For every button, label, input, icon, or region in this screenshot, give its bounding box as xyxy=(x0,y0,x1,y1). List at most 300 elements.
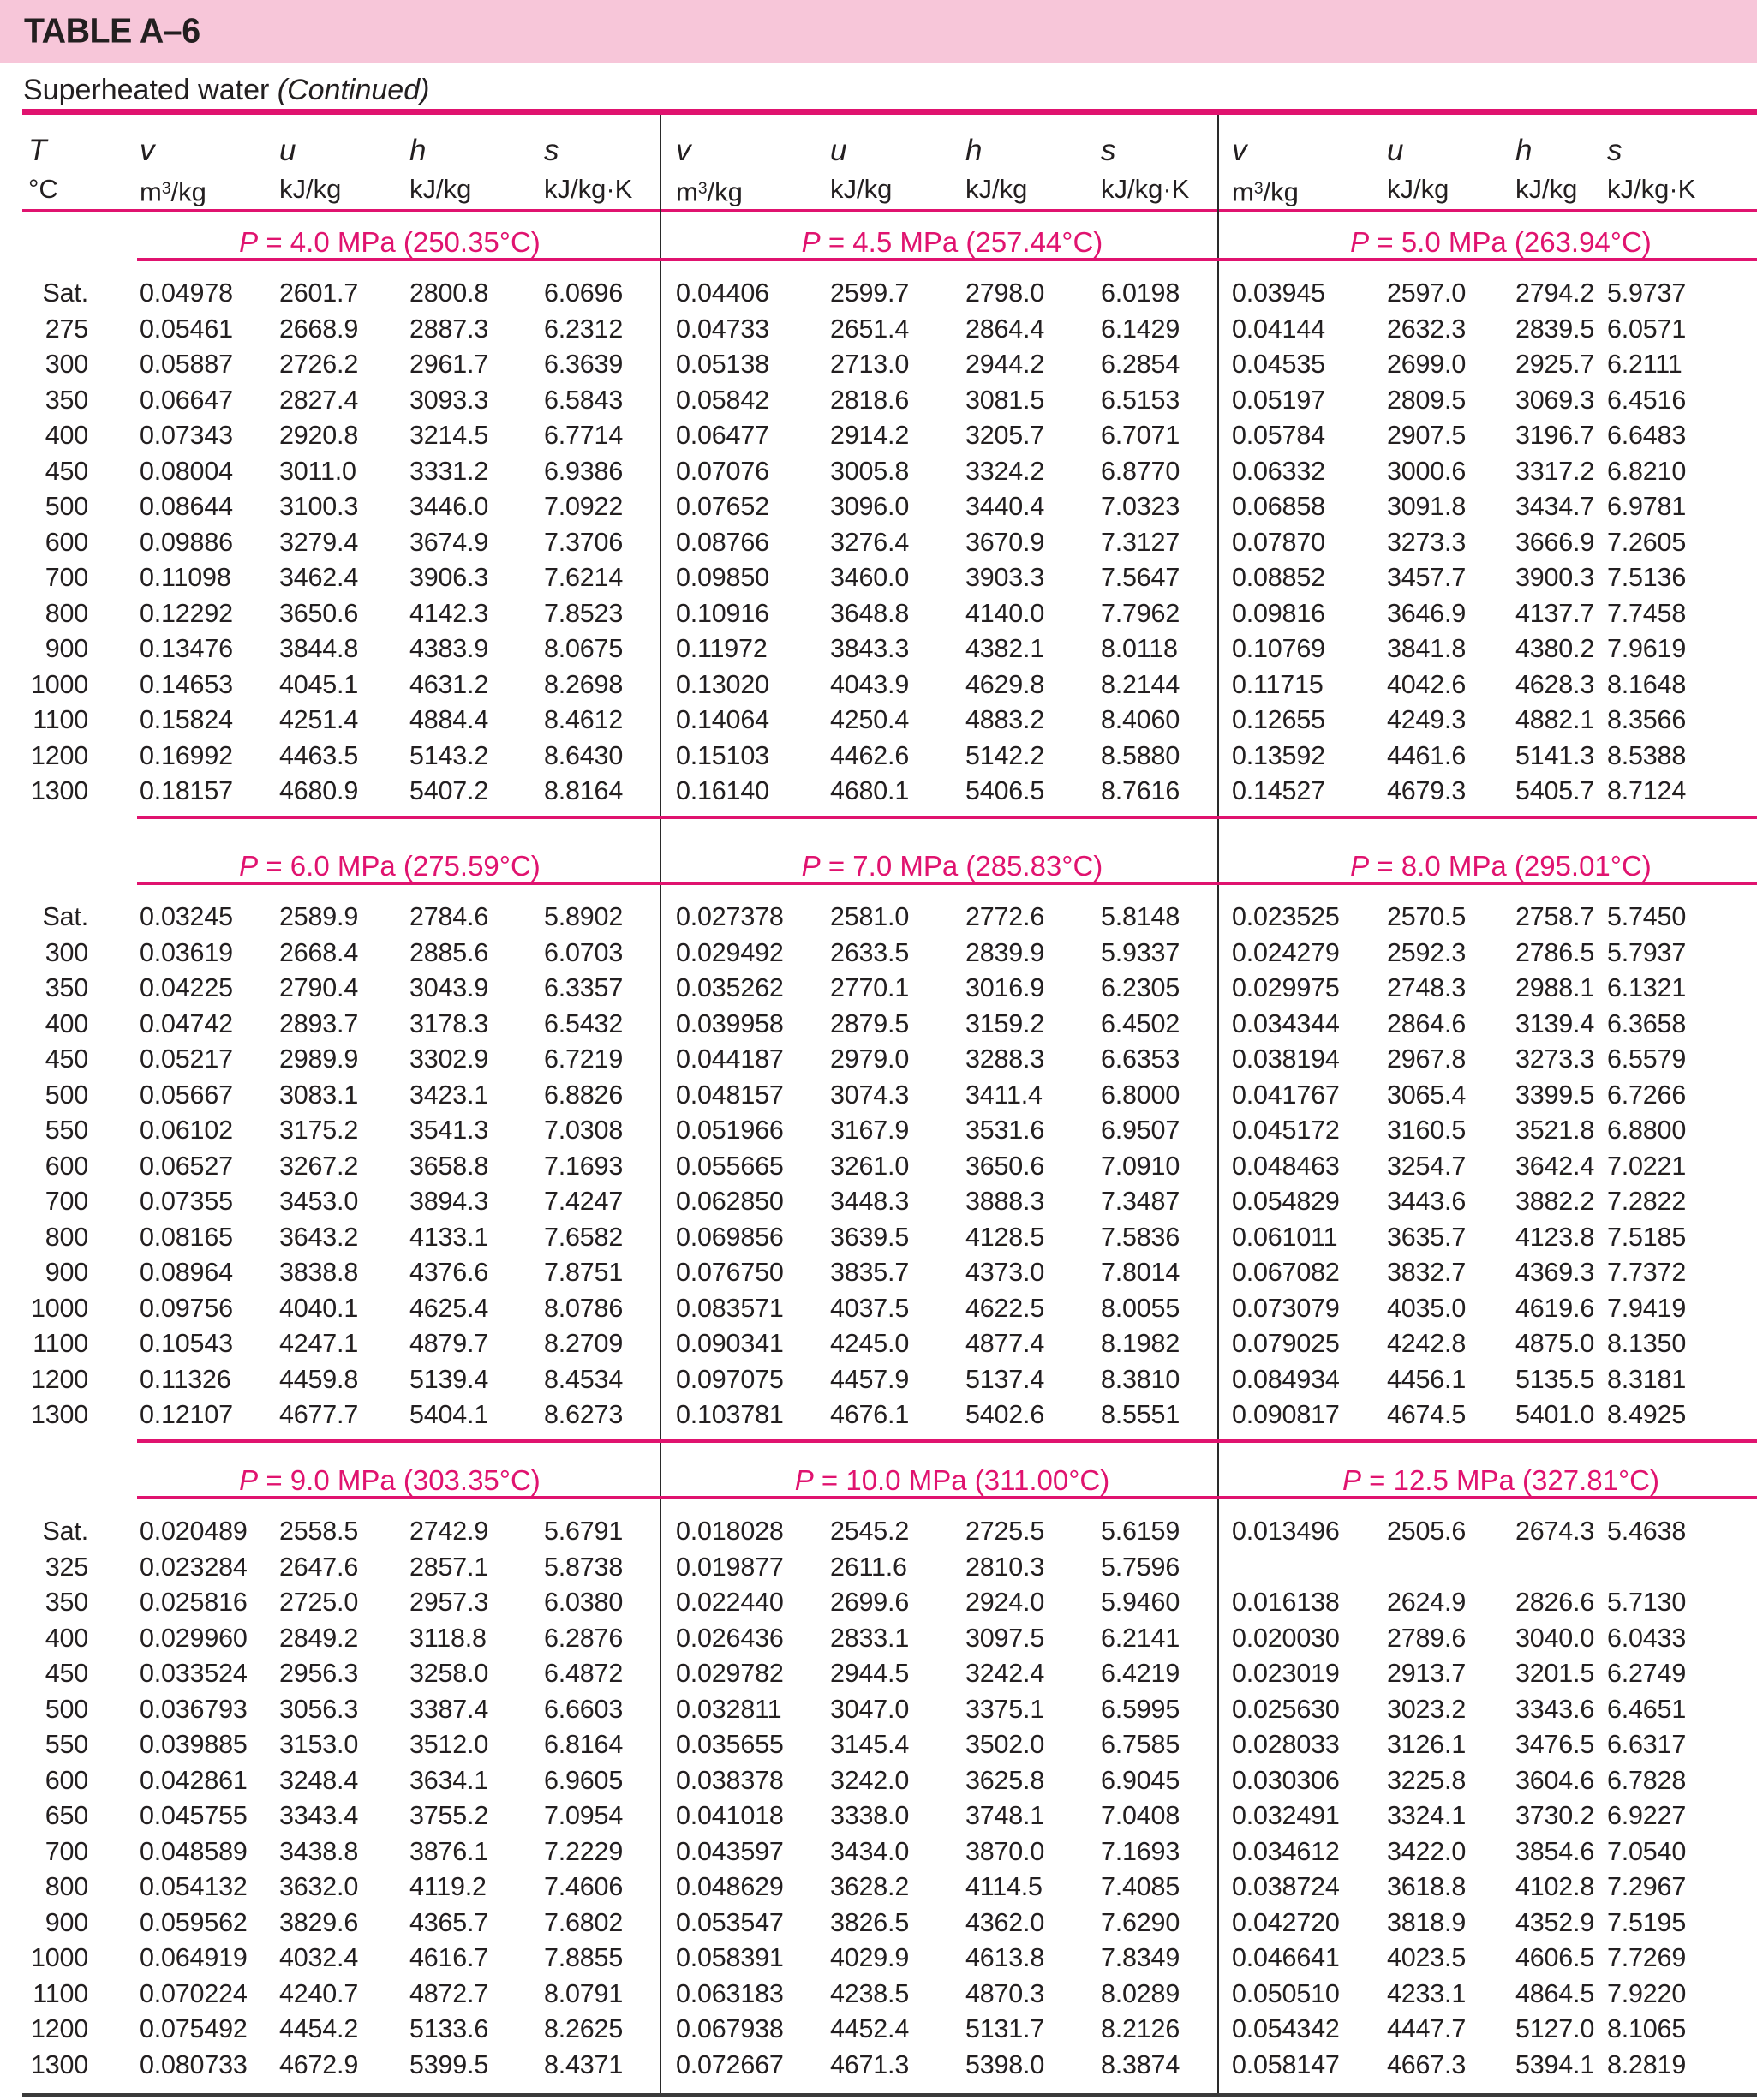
v-cell: 0.050510 xyxy=(1232,1978,1340,2008)
h-cell: 4864.5 xyxy=(1515,1978,1595,2008)
u-cell: 2651.4 xyxy=(830,314,910,344)
h-cell: 2885.6 xyxy=(409,937,489,967)
u-cell: 2668.4 xyxy=(279,937,359,967)
h-cell: 4872.7 xyxy=(409,1978,489,2008)
s-cell: 6.7266 xyxy=(1607,1080,1687,1110)
h-cell: 4123.8 xyxy=(1515,1222,1595,1252)
u-cell: 4672.9 xyxy=(279,2049,359,2079)
u-cell: 3083.1 xyxy=(279,1080,359,1110)
v-cell: 0.14064 xyxy=(676,705,769,734)
v-cell: 0.038194 xyxy=(1232,1044,1340,1074)
u-cell: 3096.0 xyxy=(830,492,910,521)
v-cell: 0.03245 xyxy=(140,902,233,931)
temp-cell: 700 xyxy=(45,1187,88,1216)
u-cell: 4245.0 xyxy=(830,1329,910,1358)
s-cell: 6.4872 xyxy=(544,1659,624,1688)
s-cell: 6.6603 xyxy=(544,1694,624,1724)
s-cell: 8.6430 xyxy=(544,740,624,770)
v-cell: 0.08644 xyxy=(140,492,233,521)
h-cell: 4365.7 xyxy=(409,1907,489,1937)
s-cell: 6.0380 xyxy=(544,1588,624,1617)
u-cell: 4459.8 xyxy=(279,1364,359,1394)
v-cell: 0.045755 xyxy=(140,1801,248,1830)
u-cell: 4461.6 xyxy=(1387,740,1467,770)
v-cell: 0.15824 xyxy=(140,705,233,734)
header-thin-rule xyxy=(22,209,1757,212)
v-cell: 0.034612 xyxy=(1232,1836,1340,1866)
s-cell: 7.8751 xyxy=(544,1258,624,1287)
h-cell: 5127.0 xyxy=(1515,2014,1595,2043)
v-cell: 0.023525 xyxy=(1232,902,1340,931)
v-cell: 0.038378 xyxy=(676,1765,784,1795)
v-cell: 0.044187 xyxy=(676,1044,784,1074)
h-cell: 5401.0 xyxy=(1515,1400,1595,1429)
temp-cell: 450 xyxy=(45,1659,88,1688)
s-cell: 5.8148 xyxy=(1101,902,1180,931)
h-cell: 3854.6 xyxy=(1515,1836,1595,1866)
u-cell: 3011.0 xyxy=(279,456,356,486)
s-cell: 6.7828 xyxy=(1607,1765,1687,1795)
u-cell: 2624.9 xyxy=(1387,1588,1467,1617)
h-cell: 5394.1 xyxy=(1515,2049,1595,2079)
temp-cell: 300 xyxy=(45,350,88,379)
h-cell: 3903.3 xyxy=(965,563,1045,592)
v-cell: 0.06477 xyxy=(676,421,769,450)
pressure-header: P = 7.0 MPa (285.83°C) xyxy=(801,850,1103,882)
s-cell: 8.4371 xyxy=(544,2049,624,2079)
v-cell: 0.16140 xyxy=(676,776,769,805)
h-cell: 4883.2 xyxy=(965,705,1045,734)
s-cell: 6.0571 xyxy=(1607,314,1687,344)
u-cell: 4454.2 xyxy=(279,2014,359,2043)
v-cell: 0.059562 xyxy=(140,1907,248,1937)
u-cell: 3844.8 xyxy=(279,634,359,663)
col-header-u: u xyxy=(279,134,296,167)
s-cell: 7.0221 xyxy=(1607,1151,1687,1181)
h-cell: 3531.6 xyxy=(965,1116,1045,1145)
v-cell: 0.029782 xyxy=(676,1659,784,1688)
v-cell: 0.019877 xyxy=(676,1552,784,1582)
h-cell: 5133.6 xyxy=(409,2014,489,2043)
v-cell: 0.080733 xyxy=(140,2049,248,2079)
h-cell: 3674.9 xyxy=(409,527,489,557)
table-bottom-rule xyxy=(22,2093,1757,2097)
s-cell: 7.0954 xyxy=(544,1801,624,1830)
h-cell: 3242.4 xyxy=(965,1659,1045,1688)
h-cell: 4137.7 xyxy=(1515,598,1595,628)
h-cell: 4352.9 xyxy=(1515,1907,1595,1937)
s-cell: 5.7937 xyxy=(1607,937,1687,967)
v-cell: 0.05197 xyxy=(1232,385,1325,415)
v-cell: 0.042720 xyxy=(1232,1907,1340,1937)
h-cell: 4629.8 xyxy=(965,669,1045,699)
s-cell: 8.3810 xyxy=(1101,1364,1180,1394)
u-cell: 4677.7 xyxy=(279,1400,359,1429)
column-units-row xyxy=(0,171,1757,208)
h-cell: 3069.3 xyxy=(1515,385,1595,415)
u-cell: 4667.3 xyxy=(1387,2049,1467,2079)
u-cell: 3145.4 xyxy=(830,1730,910,1759)
subtitle-continued: (Continued) xyxy=(277,74,430,106)
u-cell: 2699.0 xyxy=(1387,350,1467,379)
v-cell: 0.103781 xyxy=(676,1400,784,1429)
h-cell: 4631.2 xyxy=(409,669,489,699)
h-cell: 3196.7 xyxy=(1515,421,1595,450)
v-cell: 0.070224 xyxy=(140,1978,248,2008)
u-cell: 4233.1 xyxy=(1387,1978,1467,2008)
s-cell: 7.3487 xyxy=(1101,1187,1180,1216)
temp-cell: 1200 xyxy=(30,740,88,770)
u-cell: 4037.5 xyxy=(830,1293,910,1323)
h-cell: 3201.5 xyxy=(1515,1659,1595,1688)
h-cell xyxy=(1515,1550,1607,1586)
temp-cell: 1000 xyxy=(30,1293,88,1323)
s-cell: 6.9605 xyxy=(544,1765,624,1795)
s-cell: 8.4534 xyxy=(544,1364,624,1394)
u-cell: 4042.6 xyxy=(1387,669,1467,699)
s-cell: 6.4219 xyxy=(1101,1659,1180,1688)
pressure-header: P = 10.0 MPa (311.00°C) xyxy=(794,1464,1110,1496)
u-cell: 4463.5 xyxy=(279,740,359,770)
u-cell: 2914.2 xyxy=(830,421,910,450)
s-cell: 6.6483 xyxy=(1607,421,1687,450)
h-cell: 3670.9 xyxy=(965,527,1045,557)
col-header-v: v xyxy=(676,134,691,167)
s-cell: 8.3874 xyxy=(1101,2049,1180,2079)
s-cell: 6.2312 xyxy=(544,314,624,344)
s-cell: 8.6273 xyxy=(544,1400,624,1429)
h-cell: 5142.2 xyxy=(965,740,1045,770)
s-cell: 6.0198 xyxy=(1101,278,1180,308)
v-cell: 0.025816 xyxy=(140,1588,248,1617)
u-cell: 3448.3 xyxy=(830,1187,910,1216)
temp-cell: 1200 xyxy=(30,1364,88,1394)
h-cell: 3081.5 xyxy=(965,385,1045,415)
s-cell: 8.4060 xyxy=(1101,705,1180,734)
temp-cell: 1000 xyxy=(30,1943,88,1972)
s-cell: 5.9460 xyxy=(1101,1588,1180,1617)
h-cell: 4628.3 xyxy=(1515,669,1595,699)
h-cell: 3748.1 xyxy=(965,1801,1045,1830)
pressure-header-row xyxy=(0,1463,1757,1499)
h-cell: 4373.0 xyxy=(965,1258,1045,1287)
h-cell: 3440.4 xyxy=(965,492,1045,521)
col-unit-kJkg: kJ/kg xyxy=(965,174,1028,204)
s-cell: 7.6290 xyxy=(1101,1907,1180,1937)
s-cell: 6.5153 xyxy=(1101,385,1180,415)
u-cell: 3835.7 xyxy=(830,1258,910,1287)
col-unit-kJkg: kJ/kg xyxy=(1387,174,1449,204)
u-cell: 3167.9 xyxy=(830,1116,910,1145)
temp-cell: 350 xyxy=(45,1588,88,1617)
table-title-band xyxy=(0,0,1757,63)
temp-cell: Sat. xyxy=(42,902,88,931)
u-cell: 3153.0 xyxy=(279,1730,359,1759)
temp-cell: 1300 xyxy=(30,776,88,805)
v-cell: 0.09756 xyxy=(140,1293,233,1323)
col-unit-m3kg: $m^3/kg$ xyxy=(676,176,743,207)
v-cell: 0.04733 xyxy=(676,314,769,344)
v-cell: 0.039958 xyxy=(676,1008,784,1038)
u-cell: 3276.4 xyxy=(830,527,910,557)
u-cell: 2879.5 xyxy=(830,1008,910,1038)
h-cell: 2826.6 xyxy=(1515,1588,1595,1617)
h-cell: 3375.1 xyxy=(965,1694,1045,1724)
v-cell: 0.06527 xyxy=(140,1151,233,1181)
h-cell: 3159.2 xyxy=(965,1008,1045,1038)
h-cell: 2794.2 xyxy=(1515,278,1595,308)
u-cell: 4452.4 xyxy=(830,2014,910,2043)
h-cell: 4382.1 xyxy=(965,634,1045,663)
h-cell: 4128.5 xyxy=(965,1222,1045,1252)
h-cell: 4380.2 xyxy=(1515,634,1595,663)
v-cell: 0.12107 xyxy=(140,1400,233,1429)
v-cell: 0.067082 xyxy=(1232,1258,1340,1287)
u-cell: 2907.5 xyxy=(1387,421,1467,450)
s-cell: 6.4516 xyxy=(1607,385,1687,415)
u-cell: 3618.8 xyxy=(1387,1872,1467,1901)
v-cell: 0.048157 xyxy=(676,1080,784,1110)
h-cell: 2839.9 xyxy=(965,937,1045,967)
column-headers xyxy=(0,130,1757,208)
temp-cell: 1300 xyxy=(30,1400,88,1429)
h-cell: 3411.4 xyxy=(965,1080,1043,1110)
s-cell: 7.1693 xyxy=(1101,1836,1180,1866)
s-cell: 6.2876 xyxy=(544,1623,624,1653)
v-cell: 0.033524 xyxy=(140,1659,248,1688)
s-cell: 6.5843 xyxy=(544,385,624,415)
data-rows xyxy=(0,1514,1757,2083)
h-cell: 2864.4 xyxy=(965,314,1045,344)
pressure-header-row xyxy=(0,848,1757,884)
u-cell: 3635.7 xyxy=(1387,1222,1467,1252)
pressure-header: P = 12.5 MPa (327.81°C) xyxy=(1342,1464,1659,1496)
col-header-v: v xyxy=(140,134,155,167)
s-cell: 5.6159 xyxy=(1101,1517,1180,1546)
h-cell: 3043.9 xyxy=(409,973,489,1002)
s-cell xyxy=(1607,1550,1757,1586)
s-cell: 7.5136 xyxy=(1607,563,1687,592)
v-cell: 0.041018 xyxy=(676,1801,784,1830)
h-cell: 5139.4 xyxy=(409,1364,489,1394)
h-cell: 3214.5 xyxy=(409,421,489,450)
v-cell: 0.058391 xyxy=(676,1943,784,1972)
u-cell: 4242.8 xyxy=(1387,1329,1467,1358)
h-cell: 5399.5 xyxy=(409,2049,489,2079)
s-cell: 6.2111 xyxy=(1607,350,1682,379)
u-cell: 2979.0 xyxy=(830,1044,910,1074)
h-cell: 3634.1 xyxy=(409,1765,489,1795)
h-cell: 5143.2 xyxy=(409,740,489,770)
col-unit-kJkgK: kJ/kg·K xyxy=(1607,174,1696,204)
u-cell: 2920.8 xyxy=(279,421,359,450)
s-cell: 6.0696 xyxy=(544,278,624,308)
s-cell: 8.2625 xyxy=(544,2014,624,2043)
u-cell: 3338.0 xyxy=(830,1801,910,1830)
u-cell: 2989.9 xyxy=(279,1044,359,1074)
h-cell: 3273.3 xyxy=(1515,1044,1595,1074)
s-cell: 7.0922 xyxy=(544,492,624,521)
h-cell: 4870.3 xyxy=(965,1978,1045,2008)
u-cell: 3273.3 xyxy=(1387,527,1467,557)
s-cell: 8.8164 xyxy=(544,776,624,805)
h-cell: 4875.0 xyxy=(1515,1329,1595,1358)
h-cell: 4625.4 xyxy=(409,1293,489,1323)
h-cell: 3604.6 xyxy=(1515,1765,1595,1795)
h-cell: 3205.7 xyxy=(965,421,1045,450)
h-cell: 3625.8 xyxy=(965,1765,1045,1795)
pressure-header-underline xyxy=(137,1496,1757,1499)
s-cell: 7.5647 xyxy=(1101,563,1180,592)
v-cell: 0.12292 xyxy=(140,598,233,628)
v-cell: 0.06102 xyxy=(140,1116,233,1145)
s-cell: 8.1065 xyxy=(1607,2014,1687,2043)
temp-cell: 800 xyxy=(45,598,88,628)
s-cell: 8.0118 xyxy=(1101,634,1178,663)
s-cell: 8.0055 xyxy=(1101,1293,1180,1323)
v-cell: 0.18157 xyxy=(140,776,233,805)
u-cell: 2592.3 xyxy=(1387,937,1467,967)
s-cell: 6.1321 xyxy=(1607,973,1687,1002)
col-header-u: u xyxy=(1387,134,1404,167)
temp-cell: Sat. xyxy=(42,278,88,308)
temp-cell: 350 xyxy=(45,385,88,415)
s-cell: 8.2698 xyxy=(544,669,624,699)
h-cell: 3324.2 xyxy=(965,456,1045,486)
u-cell: 4462.6 xyxy=(830,740,910,770)
u-cell: 3843.3 xyxy=(830,634,910,663)
v-cell: 0.11326 xyxy=(140,1364,231,1394)
temp-cell: 300 xyxy=(45,937,88,967)
h-cell: 3894.3 xyxy=(409,1187,489,1216)
v-cell: 0.048629 xyxy=(676,1872,784,1901)
h-cell: 3476.5 xyxy=(1515,1730,1595,1759)
v-cell: 0.028033 xyxy=(1232,1730,1340,1759)
col-header-h: h xyxy=(1515,134,1533,167)
h-cell: 5137.4 xyxy=(965,1364,1045,1394)
v-cell: 0.043597 xyxy=(676,1836,784,1866)
s-cell: 8.5880 xyxy=(1101,740,1180,770)
v-cell: 0.032811 xyxy=(676,1694,782,1724)
v-cell: 0.10916 xyxy=(676,598,769,628)
s-cell: 8.5551 xyxy=(1101,1400,1180,1429)
s-cell: 6.8000 xyxy=(1101,1080,1180,1110)
h-cell: 3288.3 xyxy=(965,1044,1045,1074)
v-cell: 0.097075 xyxy=(676,1364,784,1394)
s-cell: 8.4925 xyxy=(1607,1400,1687,1429)
s-cell: 6.7714 xyxy=(544,421,624,450)
v-cell: 0.064919 xyxy=(140,1943,248,1972)
h-cell: 3317.2 xyxy=(1515,456,1595,486)
u-cell: 4680.1 xyxy=(830,776,910,805)
s-cell: 7.6214 xyxy=(544,563,624,592)
col-header-h: h xyxy=(965,134,983,167)
s-cell: 6.8800 xyxy=(1607,1116,1687,1145)
s-cell: 7.0408 xyxy=(1101,1801,1180,1830)
s-cell: 6.9045 xyxy=(1101,1765,1180,1795)
h-cell: 3666.9 xyxy=(1515,527,1595,557)
h-cell: 3888.3 xyxy=(965,1187,1045,1216)
u-cell: 3648.8 xyxy=(830,598,910,628)
v-cell: 0.045172 xyxy=(1232,1116,1340,1145)
v-cell: 0.048463 xyxy=(1232,1151,1340,1181)
s-cell: 8.1648 xyxy=(1607,669,1687,699)
h-cell: 5405.7 xyxy=(1515,776,1595,805)
h-cell: 4877.4 xyxy=(965,1329,1045,1358)
u-cell: 4247.1 xyxy=(279,1329,359,1358)
s-cell: 6.2854 xyxy=(1101,350,1180,379)
u-cell: 3100.3 xyxy=(279,492,359,521)
s-cell: 6.7219 xyxy=(544,1044,624,1074)
temp-cell: 1200 xyxy=(30,2014,88,2043)
data-rows xyxy=(0,900,1757,1433)
v-cell: 0.08852 xyxy=(1232,563,1325,592)
s-cell: 8.0289 xyxy=(1101,1978,1180,2008)
s-cell: 8.7616 xyxy=(1101,776,1180,805)
v-cell: 0.076750 xyxy=(676,1258,784,1287)
v-cell xyxy=(1217,1550,1387,1586)
v-cell: 0.13020 xyxy=(676,669,769,699)
h-cell: 2786.5 xyxy=(1515,937,1595,967)
h-cell: 3016.9 xyxy=(965,973,1045,1002)
h-cell: 4119.2 xyxy=(409,1872,487,1901)
u-cell: 2956.3 xyxy=(279,1659,359,1688)
h-cell: 3434.7 xyxy=(1515,492,1595,521)
v-cell: 0.069856 xyxy=(676,1222,784,1252)
h-cell: 3139.4 xyxy=(1515,1008,1595,1038)
u-cell: 2967.8 xyxy=(1387,1044,1467,1074)
v-cell: 0.05217 xyxy=(140,1044,233,1074)
h-cell: 3258.0 xyxy=(409,1659,489,1688)
s-cell: 7.0540 xyxy=(1607,1836,1687,1866)
u-cell: 3639.5 xyxy=(830,1222,910,1252)
u-cell: 2748.3 xyxy=(1387,973,1467,1002)
v-cell: 0.10769 xyxy=(1232,634,1325,663)
s-cell: 6.8770 xyxy=(1101,456,1180,486)
v-cell: 0.04742 xyxy=(140,1008,233,1038)
v-cell: 0.090341 xyxy=(676,1329,784,1358)
pressure-header: P = 5.0 MPa (263.94°C) xyxy=(1350,226,1652,258)
v-cell: 0.05887 xyxy=(140,350,233,379)
temp-cell: 400 xyxy=(45,1008,88,1038)
s-cell: 7.2822 xyxy=(1607,1187,1687,1216)
u-cell: 3343.4 xyxy=(279,1801,359,1830)
v-cell: 0.14527 xyxy=(1232,776,1325,805)
s-cell: 5.9737 xyxy=(1607,278,1687,308)
temp-cell: 500 xyxy=(45,1694,88,1724)
temp-cell: 1100 xyxy=(33,1329,88,1358)
u-cell: 4680.9 xyxy=(279,776,359,805)
pressure-header-underline xyxy=(137,258,1757,261)
v-cell: 0.090817 xyxy=(1232,1400,1340,1429)
v-cell: 0.06332 xyxy=(1232,456,1325,486)
temp-cell: 1000 xyxy=(30,669,88,699)
temp-cell: 325 xyxy=(45,1552,88,1582)
temp-cell: 650 xyxy=(45,1801,88,1830)
v-cell: 0.07076 xyxy=(676,456,769,486)
s-cell: 8.3566 xyxy=(1607,705,1687,734)
u-cell: 3818.9 xyxy=(1387,1907,1467,1937)
s-cell: 8.2709 xyxy=(544,1329,624,1358)
u-cell: 2699.6 xyxy=(830,1588,910,1617)
s-cell: 8.0791 xyxy=(544,1978,624,2008)
u-cell: 3457.7 xyxy=(1387,563,1467,592)
v-cell: 0.084934 xyxy=(1232,1364,1340,1394)
u-cell: 4043.9 xyxy=(830,669,910,699)
s-cell: 7.4247 xyxy=(544,1187,624,1216)
s-cell: 8.0675 xyxy=(544,634,624,663)
temp-cell: 1100 xyxy=(33,1978,88,2008)
